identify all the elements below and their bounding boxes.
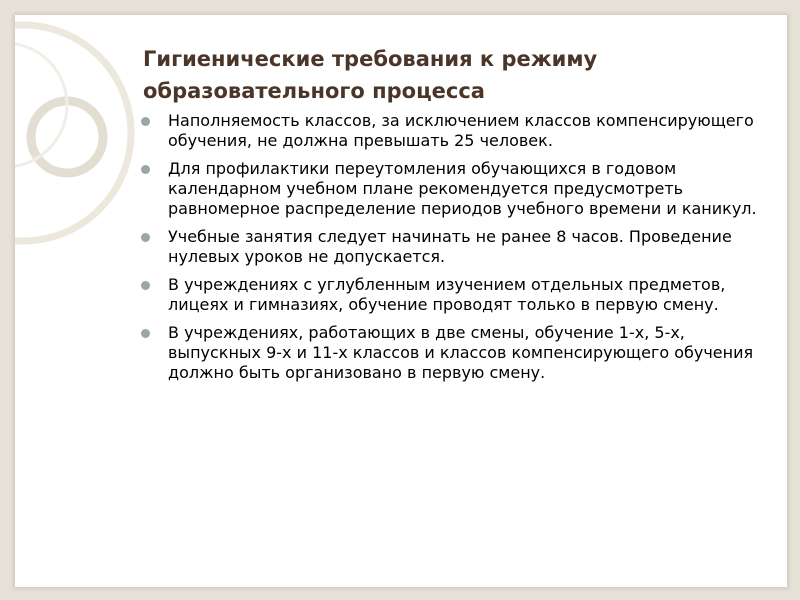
bullet-text: Для профилактики переутомления обучающихся в годовом календарном учебном плане рекомендуется предусмотреть равномерное распределение периодов учебного времени и каникул. xyxy=(168,159,757,218)
list-item xyxy=(141,323,771,383)
decorative-rings-icon xyxy=(15,15,155,275)
slide-title: Гигиенические требования к режиму образовательного процесса xyxy=(143,47,598,103)
bullet-text: В учреждениях, работающих в две смены, обучение 1-х, 5-х, выпускных 9-х и 11-х классов и классов компенсирующего обучения должно быть организовано в первую смену. xyxy=(168,323,754,382)
list-item xyxy=(141,111,771,151)
list-item xyxy=(141,159,771,219)
bullet-text: В учреждениях с углубленным изучением отдельных предметов, лицеях и гимназиях, обучение проводят только в первую смену. xyxy=(168,275,726,314)
circle-bullet-icon xyxy=(141,233,150,242)
circle-bullet-icon xyxy=(141,165,150,174)
circle-bullet-icon xyxy=(141,329,150,338)
bullet-list xyxy=(141,111,771,391)
circle-bullet-icon xyxy=(141,117,150,126)
bullet-text: Учебные занятия следует начинать не ранее 8 часов. Проведение нулевых уроков не допускается. xyxy=(168,227,732,266)
list-item xyxy=(141,275,771,315)
circle-bullet-icon xyxy=(141,281,150,290)
slide xyxy=(14,14,788,588)
bullet-text: Наполняемость классов, за исключением классов компенсирующего обучения, не должна превышать 25 человек. xyxy=(168,111,754,150)
list-item xyxy=(141,227,771,267)
